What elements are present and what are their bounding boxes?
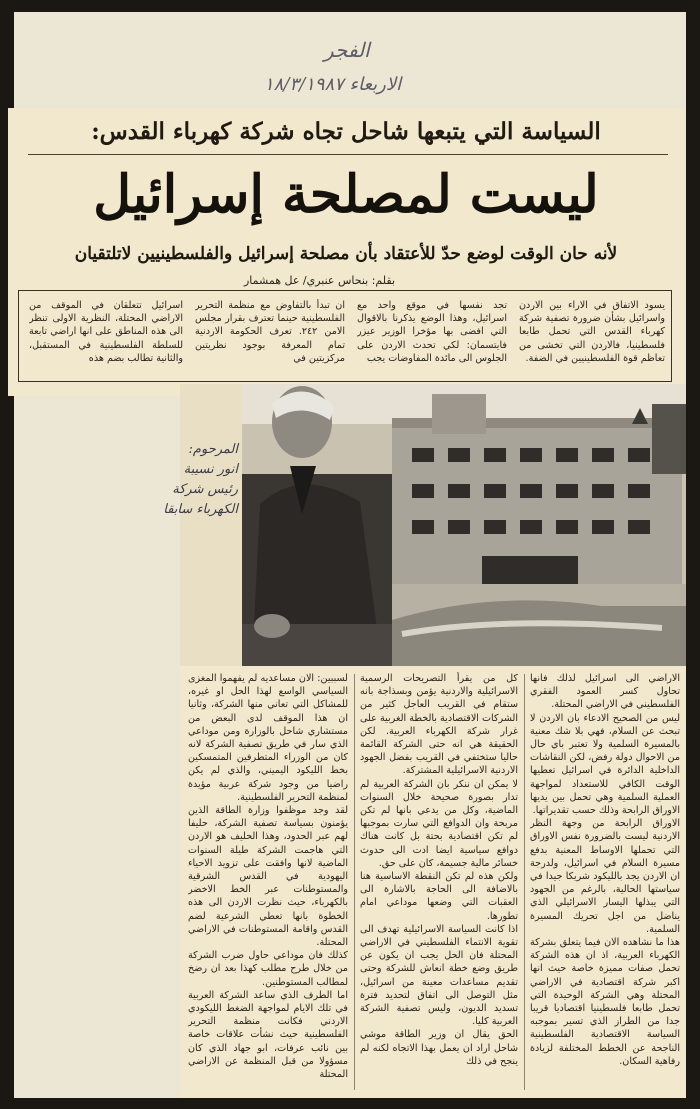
body-col3-para3: كذلك فان موداعي حاول ضرب الشركة من خلال طرح مطلب كهذا بعد ان رضخ لمطالب المستوطنين.	[188, 950, 348, 988]
intro-column-1: يسود الاتفاق في الاراء بين الاردن واسرائيل بشأن ضرورة تصفية شركة كهرباء القدس التي تحمل طابعا فلسطينيا، فالاردن التي تخشى من تعاظم قوة الفلسطينيين في الضفة.	[519, 300, 665, 364]
body-column-2	[360, 672, 518, 1092]
newspaper-name-note: الفجر	[324, 38, 370, 62]
body-col3-para1: لسببين: الان مساعديه لم يفهموا المغزى السياسي الواسع لهذا الحل او غيره، للمشاكل التي تعاني منها الشركة، وثانيا ان هذا الموقف لدى البعض من مستشاري شاحل بالوزارة ومن موداعي الذي سار في طريق تصفية الشركة لانه كان من الوزراء المتطرفين المتمسكين بخط الليكود اليميني، والذي لم يكن راضيا من وجود شركة عربية مؤيدة لمنظمة التحرير الفلسطينية.	[188, 673, 348, 803]
article-byline: بقلم: بنحاس عنبري/ عل همشمار	[244, 274, 396, 287]
kicker-rule	[28, 154, 668, 155]
column-rule-2	[354, 674, 355, 1090]
body-col2-para4: اذا كانت السياسة الاسرائيلية تهدف الى تقوية الانتماء الفلسطيني في الاراضي المحتلة فان الحل يجب ان يكون عن طريق وضع خطة انعاش للشركة وحتى تقديم مساعدات معينة من اسرائيل، مثل التوصل الى اتفاق لتحديد فترة تسديد الديون، وليس تصفية الشركة العربية كليا.	[360, 923, 518, 1028]
article-subheadline: لأنه حان الوقت لوضع حدّ للأعتقاد بأن مصلحة إسرائيل والفلسطينيين لاتلتقيان	[74, 244, 618, 264]
caption-line-1: المرحوم:	[188, 442, 238, 457]
photo-caption-handwritten	[163, 440, 238, 520]
body-col1-para2: ليس من الصحيح الادعاء بان الاردن لا تبحث عن السلام، فهي بلا شك معنية بالمسيرة السلمية ولا تعتبر باي حال من الاحوال دولة رفض، لكن النقاشات الداخلية الدائرة في اسرائيل تعطيها الوقت الكافي للاستعداد لمواجهة العملية السلمية وهي تحمل بين يديها الاوراق الرابحة وذلك حسب تقديراتها.	[530, 712, 680, 817]
intro-box	[18, 290, 672, 382]
body-col3-para4: اما الطرف الذي ساعد الشركة العربية في تلك الايام لمواجهة الضغط الليكودي الاردني فكانت منظمة التحرير الفلسطينية حيث نشأت علاقات خاصة بين نائب عرفات، ابو جهاد الذي كان مسؤولا من قبل المنظمة عن الاراضي المحتلة	[188, 989, 348, 1081]
body-col1-para4: هذا ما نشاهده الان فيما يتعلق بشركة الكهرباء العربية، اذ ان هذه الشركة تحمل صفات مميزة خاصة حيث انها اكبر شركة اقتصادية في الاراضي المحتلة وهي الشركة الوحيدة التي تحمل طابعا فلسطينيا اقتصاديا قريبا جدا من الطراز الذي تسير بموجبه السياسة الاقتصادية الفلسطينية الناجحة عن الخطط المختلفة لزيادة رفاهية السكان.	[530, 937, 680, 1067]
date-note: الاربعاء ١٨/٣/١٩٨٧	[264, 74, 402, 95]
article-photo	[242, 384, 686, 666]
body-clipping	[180, 666, 686, 1098]
body-col2-para5: الحق يقال ان وزير الطاقة موشي شاحل اراد ان يعمل بهذا الاتجاه لكنه لم ينجح في ذلك	[360, 1029, 518, 1067]
clipping-sheet	[14, 12, 686, 1098]
body-column-1	[530, 672, 680, 1092]
intro-column-3: ان تبدأ بالتفاوض مع منظمة التحرير الفلسطينية حينما تعترف بقرار مجلس الامن ٢٤٢. تعرف الحكومة الاردنية تمام المعرفة بوجود نظريتين مركزيتين في	[195, 300, 345, 364]
photo-clipping	[163, 384, 686, 666]
article-kicker: السياسة التي يتبعها شاحل تجاه شركة كهرباء القدس:	[91, 118, 601, 145]
body-col2-para2: لا يمكن ان ننكر بان الشركة العربية لم تدار بصورة صحيحة خلال السنوات الماضية، وكل من يدعي بانها لم تكن مربحة وان الدوافع التي سارت بموجبها لم تكن اقتصادية بحتة بل كانت هناك دوافع سياسية ايضا ادت الى حدوث خسائر مالية جسيمة، كان على حق.	[360, 778, 518, 869]
caption-line-2: انور نسيبة	[183, 462, 238, 477]
headline-clipping	[8, 108, 684, 396]
caption-line-3: رئيس شركة	[172, 482, 238, 497]
body-col2-para3: ولكن هذه لم تكن النقطة الاساسية هنا بالاضافة الى الحاجة بالاشارة الى العقبات التي وضعها موداعي امام تطورها.	[360, 871, 518, 922]
caption-line-4: الكهرباء سابقا	[163, 502, 238, 517]
article-headline: ليست لمصلحة إسرائيل	[93, 164, 599, 225]
body-column-3	[188, 672, 348, 1092]
body-col3-para2: لقد وجد موظفوا وزارة الطاقة الذين يؤمنون بسياسة تصفية الشركة، حليفا لهم عبر الحدود، وهذا الحليف هو الاردن التي هاجمت الشركة طيلة السنوات الماضية لانها وافقت على تزويد الاحياء اليهودية في القدس الشرقية والمستوطنات عبر الخط الاخضر بالكهرباء، حيث نظرت الاردن الى هذه الخطوة بانها تعطي الشرعية لضم القدس واقامة المستوطنات في الاراضي المحتلة.	[188, 805, 348, 949]
body-col1-para1: الاراضي الى اسرائيل لذلك فانها تحاول كسر العمود الفقري الفلسطيني في الاراضي المحتلة.	[530, 673, 680, 711]
body-col2-para1: كل من يقرأ التصريحات الرسمية الاسرائيلية والاردنية يؤمن وبسذاجة بانه ستقام في القريب العاجل كثير من الشركات الاقتصادية بالخطة الغربية على غرار شركة الكهرباء العربية. لكن الحقيقة هي انه حتى الشركة القائمة حاليا ستختفي في القريب بفضل الجهود الاردنية الاسرائيلية المشتركة.	[360, 673, 518, 777]
intro-column-4: اسرائيل تتعلقان في الموقف من الاراضي المحتلة، النظرية الاولى تنظر الى هذه المناطق على انها اراضي تابعة للسلطة الفلسطينية في المستقبل، والثانية تطالب بضم هذه	[29, 300, 183, 364]
column-rule-1	[524, 674, 525, 1090]
body-col1-para3: الاوراق الرابحة من وجهة النظر الاردنية ليست بالضرورة نفس الاوراق التي تحملها الاوساط المعنية بدفع مسيرة السلام في اسرائيل، ولدرجة ان الاردن يجد بالليكود شريكا جيدا في سياستها الحالية، بالرغم من الجهود التي يبذلها اليسار الاسرائيلي الذي يناضل من اجل تحريك المسيرة السلمية.	[530, 818, 680, 935]
intro-column-2: تجد نفسها في موقع واحد مع اسرائيل، وهذا الوضع يذكرنا بالاقوال التي افضى بها مؤخرا الوزير عيزر فايتسمان: لكي تحدث الاردن على الجلوس الى مائدة المفاوضات يجب	[357, 300, 507, 364]
photo-image	[242, 384, 686, 666]
